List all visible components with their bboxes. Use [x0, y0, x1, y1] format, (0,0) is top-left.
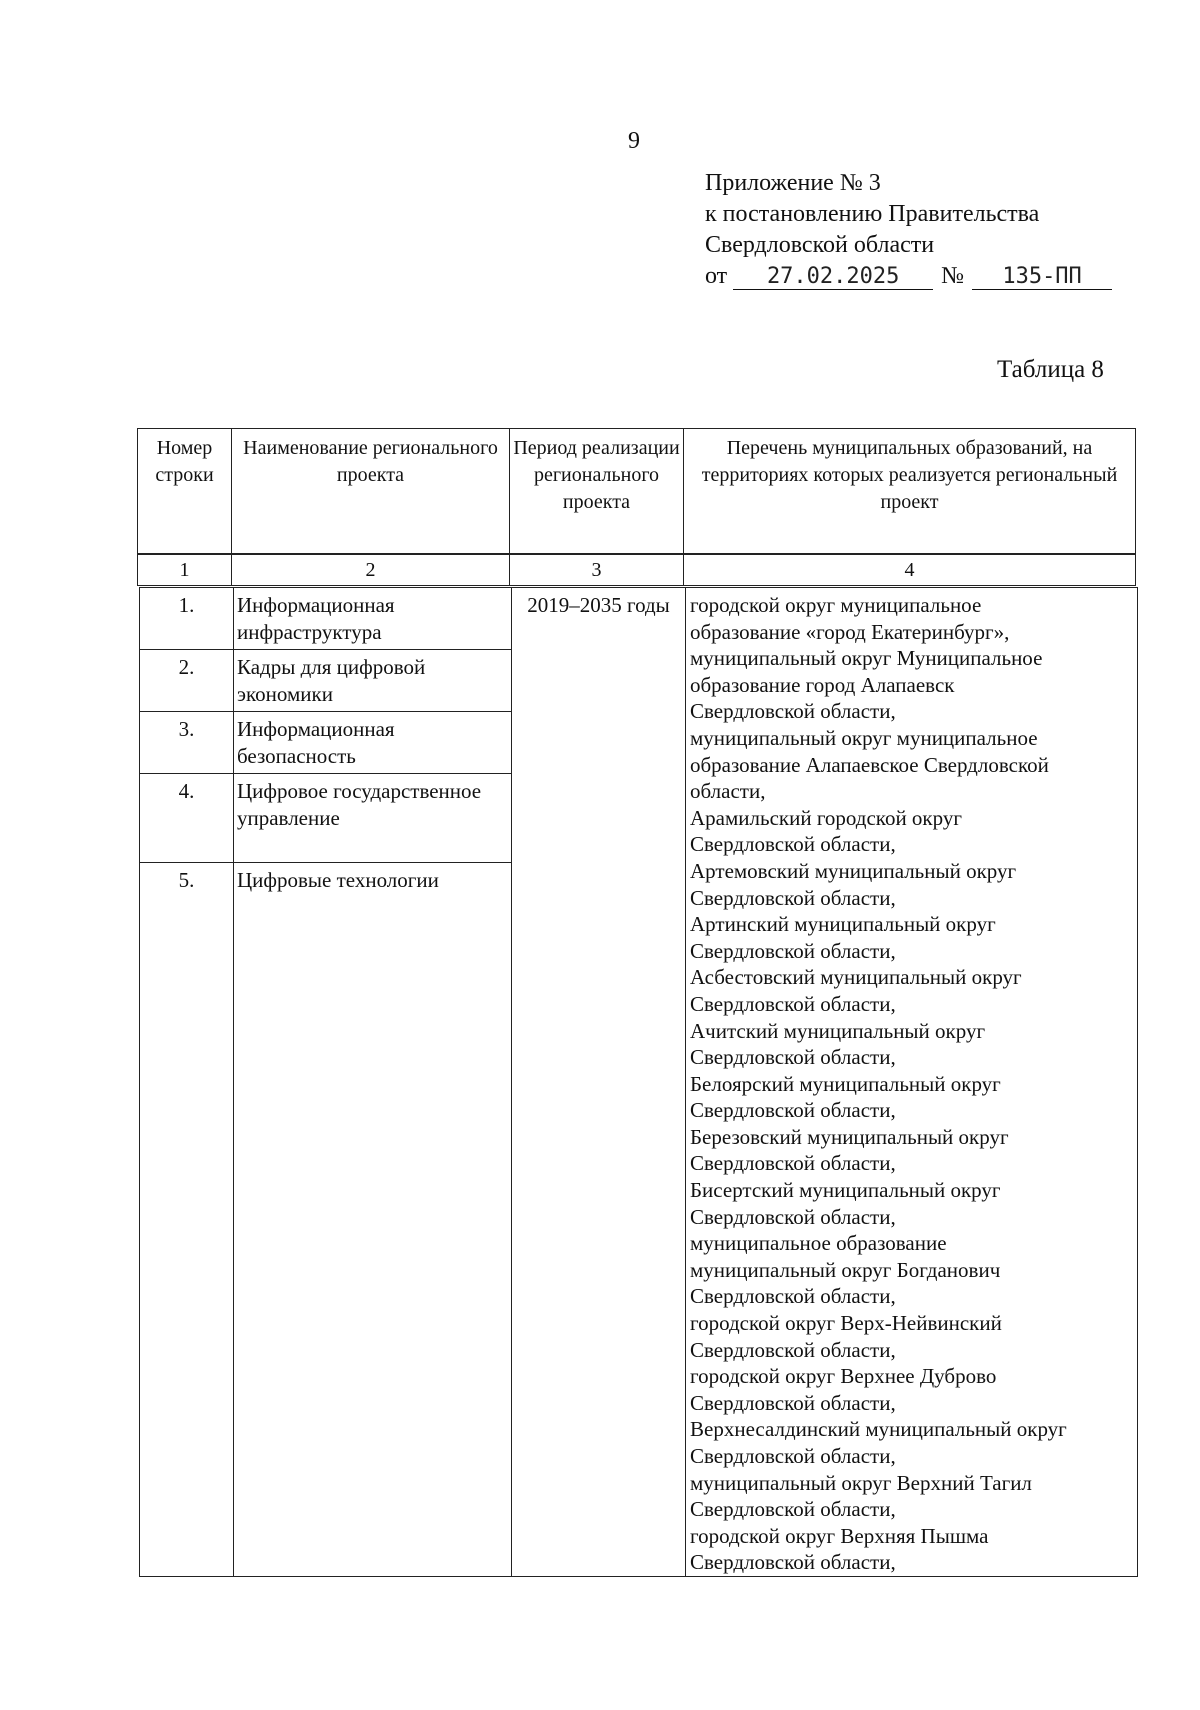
municipality-line: Свердловской области, — [690, 699, 896, 724]
municipality-line: Свердловской области, — [690, 1497, 896, 1522]
table-row — [140, 588, 1138, 650]
municipality-line: Белоярский муниципальный округ — [690, 1071, 1001, 1096]
municipality-line: Березовский муниципальный округ — [690, 1124, 1009, 1149]
municipality-line: Свердловской области, — [690, 1390, 896, 1415]
municipality-line: Свердловской области, — [690, 938, 896, 963]
municipality-line: Свердловской области, — [690, 1151, 896, 1176]
header-period: Период реализации регионального проекта — [510, 429, 684, 554]
page-number: 9 — [628, 128, 640, 154]
municipality-line: городской округ Верхняя Пышма — [690, 1523, 989, 1548]
period-cell: 2019–2035 годы — [512, 588, 686, 1577]
row-number: 5. — [140, 863, 234, 1577]
municipality-line: Свердловской области, — [690, 885, 896, 910]
decree-number: 135-ПП — [972, 265, 1112, 290]
municipality-line: городской округ Верх-Нейвинский — [690, 1311, 1002, 1336]
municipality-line: Свердловской области, — [690, 1204, 896, 1229]
number-prefix: № — [941, 263, 965, 289]
row-number: 2. — [140, 650, 234, 712]
column-number: 3 — [510, 555, 684, 586]
column-number: 4 — [684, 555, 1136, 586]
appendix-title: Приложение № 3 — [705, 170, 881, 196]
projects-table — [139, 587, 1138, 1577]
column-number: 1 — [138, 555, 232, 586]
municipality-line: Свердловской области, — [690, 1337, 896, 1362]
municipality-line: муниципальное образование — [690, 1231, 947, 1256]
row-number: 4. — [140, 774, 234, 863]
column-numbers-row — [137, 554, 1136, 586]
header-municipalities: Перечень муниципальных образований, на территориях которых реализуется региональный проект — [684, 429, 1136, 554]
municipality-line: образование «город Екатеринбург», — [690, 619, 1010, 644]
municipality-line: Свердловской области, — [690, 832, 896, 857]
project-name: Цифровые технологии — [234, 863, 512, 1577]
decree-date: 27.02.2025 — [733, 265, 933, 290]
table-caption: Таблица 8 — [997, 356, 1104, 383]
appendix-line-2: к постановлению Правительства — [705, 201, 1040, 227]
municipality-line: муниципальный округ муниципальное — [690, 725, 1038, 750]
project-name: Информационная инфраструктура — [234, 588, 512, 650]
municipality-line: городской округ Верхнее Дуброво — [690, 1364, 997, 1389]
municipality-line: Свердловской области, — [690, 1444, 896, 1468]
header-row-number: Номер строки — [138, 429, 232, 554]
municipality-line: городской округ муниципальное — [690, 593, 982, 617]
municipality-line: области, — [690, 779, 766, 804]
column-number: 2 — [232, 555, 510, 586]
municipality-line: Бисертский муниципальный округ — [690, 1178, 1001, 1203]
municipality-line: Свердловской области, — [690, 1550, 896, 1575]
municipality-line: муниципальный округ Верхний Тагил — [690, 1470, 1032, 1495]
appendix-line-3: Свердловской области — [705, 232, 935, 258]
municipality-line: Артемовский муниципальный округ — [690, 858, 1017, 883]
municipality-line: муниципальный округ Муниципальное — [690, 646, 1043, 671]
municipality-line: Свердловской области, — [690, 1098, 896, 1123]
row-number: 1. — [140, 588, 234, 650]
row-number: 3. — [140, 712, 234, 774]
municipality-line: образование город Алапаевск — [690, 672, 955, 697]
date-prefix: от — [705, 263, 728, 289]
municipality-line: Свердловской области, — [690, 991, 896, 1016]
table-header — [137, 428, 1136, 554]
appendix-block — [705, 168, 1112, 292]
municipality-line: Верхнесалдинский муниципальный округ — [690, 1417, 1067, 1442]
project-name: Информационная безопасность — [234, 712, 512, 774]
municipality-line: Свердловской области, — [690, 1284, 896, 1309]
municipality-line: Арамильский городской округ — [690, 805, 962, 830]
municipality-line: Ачитский муниципальный округ — [690, 1018, 986, 1043]
project-name: Кадры для цифровой экономики — [234, 650, 512, 712]
municipality-line: образование Алапаевское Свердловской — [690, 752, 1049, 777]
municipalities-cell — [686, 588, 1138, 1577]
municipality-line: муниципальный округ Богданович — [690, 1257, 1001, 1282]
header-project-name: Наименование регионального проекта — [232, 429, 510, 554]
municipality-line: Асбестовский муниципальный округ — [690, 965, 1022, 990]
municipality-line: Свердловской области, — [690, 1045, 896, 1070]
municipality-line: Артинский муниципальный округ — [690, 912, 996, 937]
decree-date-number — [705, 261, 1112, 292]
project-name: Цифровое государственное управление — [234, 774, 512, 863]
